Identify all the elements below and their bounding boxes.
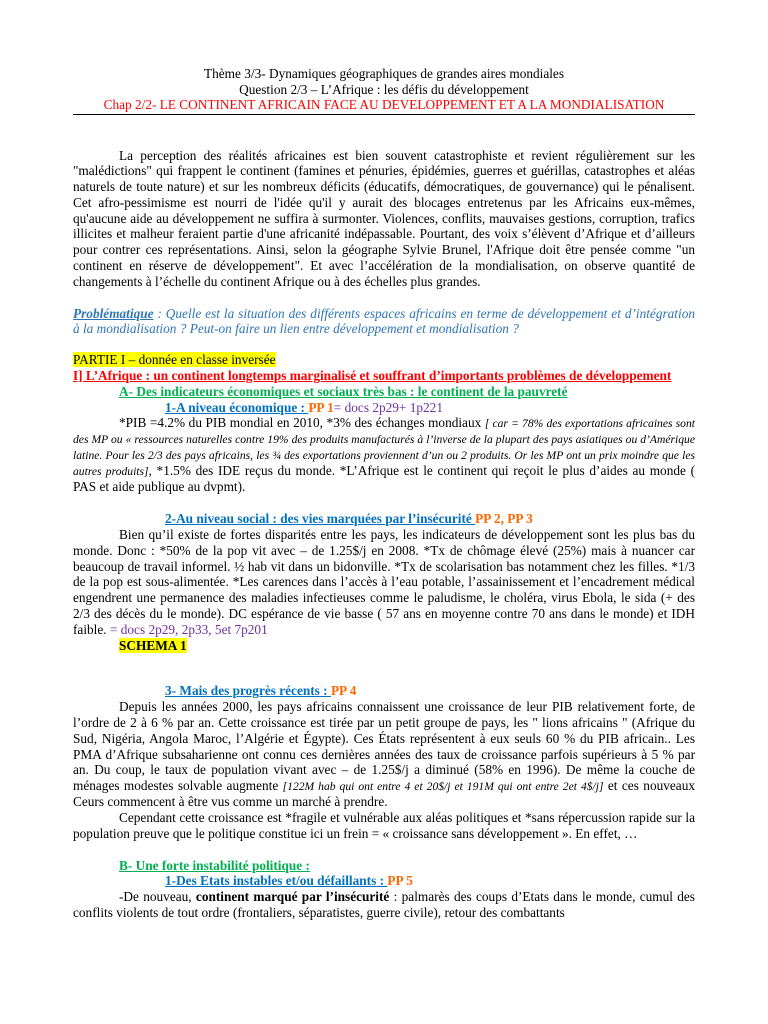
chapter-title: Chap 2/2- LE CONTINENT AFRICAIN FACE AU DEVELOPPEMENT ET A LA MONDIALISATION bbox=[103, 97, 665, 112]
sub-b1-text-start: -De nouveau, bbox=[119, 889, 196, 905]
sub-2-pp: PP 2, PP 3 bbox=[475, 511, 533, 527]
sub-3-heading bbox=[73, 683, 695, 699]
document-page bbox=[73, 66, 695, 921]
intro-paragraph: La perception des réalités africaines est bien souvent catastrophiste et revient régulièrement sur les "malédictions" qui frappent le continent (famines et pénuries, épidémies, guerres et guérillas, catastrophes et aléas naturels de toute nature) et sur les nombreux déficits (éducatifs, démocratiques, de gouvernance) qui le pénalisent. Cet afro-pessimisme est nourri de l'idée qu'il y aurait des blocages entretenus par les Africains eux-mêmes, qu'aucune aide au développement ne suffira à surmonter. Violences, conflits, mauvaises gestions, corruption, trafics illicites et malheur feraient partie d'une africanité indépassable. Pourtant, des voix s’élèvent d’Afrique et d’ailleurs pour contrer ces représentations. Ainsi, selon la géographe Sylvie Brunel, l'Afrique doit être pensée comme "un continent en réserve de développement". Et avec l’accélération de la mondialisation, on observe quantité de changements à l’échelle du continent Afrique ou à des échelles plus grandes. bbox=[73, 147, 695, 289]
sub-2-docs: = docs 2p29, 2p33, 5et 7p201 bbox=[106, 621, 268, 637]
theme-title: Thème 3/3- Dynamiques géographiques de grandes aires mondiales bbox=[203, 66, 565, 81]
problematique-paragraph bbox=[73, 306, 695, 338]
sub-2-heading bbox=[73, 511, 695, 527]
partie-1-highlight: PARTIE I – donnée en classe inversée bbox=[73, 352, 276, 368]
header-rule bbox=[73, 114, 695, 115]
section-b-title: B- Une forte instabilité politique : bbox=[119, 857, 310, 873]
sub-3-paragraph-1 bbox=[73, 699, 695, 810]
question-title: Question 2/3 – L’Afrique : les défis du développement bbox=[239, 81, 529, 97]
section-b-heading bbox=[73, 858, 695, 874]
sub-3-title: 3- Mais des progrès récents : bbox=[165, 683, 331, 699]
document-header bbox=[73, 66, 695, 113]
sub-2-title: 2-Au niveau social : des vies marquées par l’insécurité bbox=[165, 511, 476, 527]
sub-1-text-2: , *1.5% des IDE reçus du monde. *L’Afrique est le continent qui reçoit le plus d’aides au monde ( PAS et aide publique au dvpmt). bbox=[73, 463, 695, 495]
sub-3-text-1: Depuis les années 2000, les pays africains connaissent une croissance de leur PIB relativement forte, de l’ordre de 2 à 6 % par an. Cette croissance est tirée par un petit groupe de pays, les " lions africains " (Afrique du Sud, Nigéria, Angola Maroc, l’Algérie et Égypte). Ces États représentent à eux seuls 60 % du PIB africain.. Les PMA d’Afrique subsaharienne ont connu ces dernières années des taux de croissance parfois supérieurs à 5 % par an. Du coup, le taux de population vivant avec – de 1.25$/j a diminué (58% en 1996). De même la couche de ménages modestes solvable augmente bbox=[73, 699, 695, 794]
sub-2-paragraph bbox=[73, 527, 695, 638]
sub-b1-paragraph bbox=[73, 889, 695, 921]
problematique-text: : Quelle est la situation des différents espaces africains en terme de développement et d’intégration à la mondialisation ? Peut-on faire un lien entre développement et mondialisation ? bbox=[73, 305, 695, 337]
sub-b1-bold: continent marqué par l’insécurité bbox=[195, 889, 390, 905]
sub-1-note: [ car = 78% des exportations africaines sont des MP ou « ressources naturelles contre 19% des produits manufacturés à l’inverse de la plupart des pays asiatiques ou d’Amérique latine. Pour les 2/3 des pays africains, les ¾ des exportations proviennent d’un ou 2 produits. Or les MP ont un prix moindre que les autres produits] bbox=[73, 417, 695, 479]
sub-1-heading bbox=[73, 400, 695, 416]
sub-3-pp: PP 4 bbox=[330, 683, 357, 699]
section-a-title-text: A- Des indicateurs économiques et sociaux très bas : le continent de la pauvreté bbox=[119, 383, 568, 399]
sub-1-docs: = docs 2p29+ 1p221 bbox=[333, 399, 443, 415]
sub-1-pp: PP 1 bbox=[308, 399, 334, 415]
sub-1-title: 1-A niveau économique : bbox=[165, 399, 309, 415]
schema-1-label: SCHEMA 1 bbox=[119, 637, 187, 653]
sub-b1-title: 1-Des Etats instables et/ou défaillants : bbox=[165, 873, 388, 889]
sub-b1-text-end: : palmarès des coups d’Etats dans le monde, cumul des conflits violents de tout ordre (frontaliers, séparatistes, guerre civile), retour des combattants bbox=[73, 889, 695, 920]
schema-1-line bbox=[73, 638, 695, 654]
sub-b1-pp: PP 5 bbox=[387, 873, 413, 889]
sub-1-paragraph bbox=[73, 415, 695, 495]
sub-3-text-2: et ces nouveaux Ceurs commencent à être vus comme un marché à prendre. bbox=[73, 778, 695, 810]
sub-3-note: [122M hab qui ont entre 4 et 20$/j et 191M qui ont entre 2et 4$/j] bbox=[282, 780, 604, 794]
sub-2-text: Bien qu’il existe de fortes disparités entre les pays, les indicateurs de développement sont les plus bas du monde. Donc : *50% de la pop vit avec – de 1.25$/j en 2008. *Tx de chômage élevé (25%) mais à nuancer car beaucoup de travail informel. ½ hab vit dans un bidonville. *Tx de scolarisation bas notamment chez les filles. *1/3 de la pop est sous-alimentée. *Les carences dans l’accès à l’eau potable, l’assainissement et l’encadrement médical engendrent une permanence des maladies infectieuses comme le paludisme, le choléra, virus Ebola, le sida (+ des 2/3 des décès du le monde). DC espérance de vie basse ( 57 ans en moyenne contre 70 ans dans le monde) et IDH faible. bbox=[73, 527, 695, 637]
section-1-title: I] L’Afrique : un continent longtemps marginalisé et souffrant d’importants problèmes de développement bbox=[73, 368, 672, 384]
section-a-title bbox=[73, 384, 695, 400]
partie-1-label bbox=[73, 352, 695, 368]
sub-1-text-1: *PIB =4.2% du PIB mondial en 2010, *3% des échanges mondiaux bbox=[119, 415, 485, 431]
sub-b1-heading bbox=[73, 873, 695, 889]
sub-3-paragraph-2: Cependant cette croissance est *fragile et vulnérable aux aléas politiques et *sans répercussion rapide sur la population preuve que le politique constitue ici un frein = « croissance sans développement ». En effet, … bbox=[73, 810, 695, 841]
problematique-label: Problématique bbox=[73, 305, 154, 321]
